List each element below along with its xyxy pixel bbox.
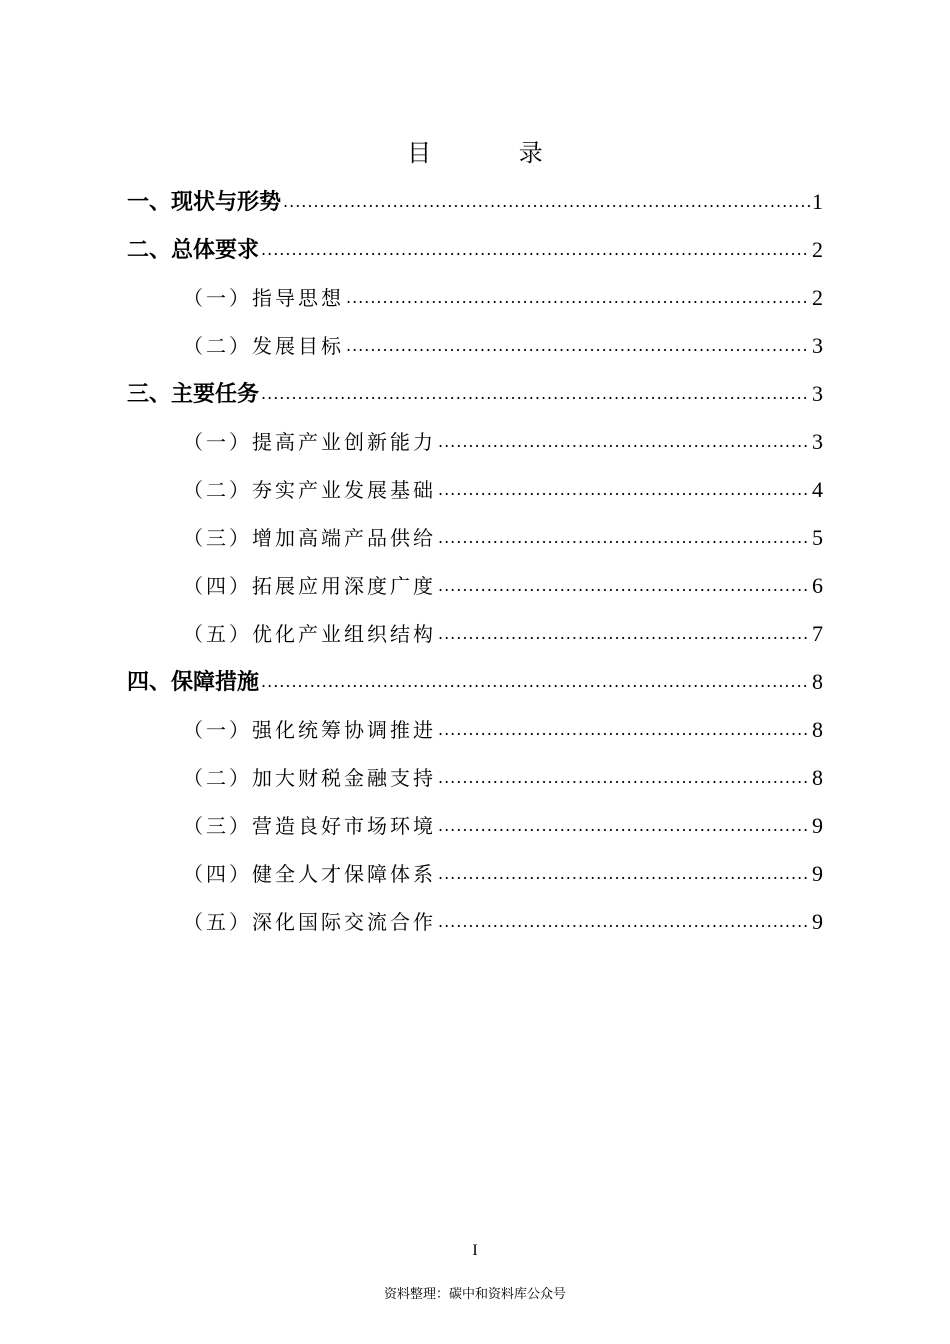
- toc-entry-page: 8: [812, 669, 823, 694]
- toc-entry[interactable]: [183, 850, 823, 898]
- toc-entry-page: 9: [812, 861, 823, 886]
- toc-entry-text: （四）健全人才保障体系: [183, 862, 436, 886]
- toc-leader-dots: [261, 370, 810, 418]
- toc-entry-text: 一、现状与形势: [127, 190, 282, 215]
- toc-entry-text: （一）强化统筹协调推进: [183, 718, 436, 742]
- toc-entry-page: 8: [812, 717, 823, 742]
- page-number: I: [472, 1242, 478, 1259]
- toc-entry-text: （一）提高产业创新能力: [183, 430, 436, 454]
- toc-entry[interactable]: [183, 706, 823, 754]
- toc-entry-page: 3: [812, 381, 823, 406]
- footer-note: 资料整理：碳中和资料库公众号: [383, 1287, 566, 1302]
- toc-entry-text: （四）拓展应用深度广度: [183, 574, 436, 598]
- toc-entry[interactable]: [127, 658, 823, 706]
- toc-entry-text: 四、保障措施: [127, 670, 260, 695]
- toc-leader-dots: [346, 322, 810, 370]
- toc-leader-dots: [283, 178, 810, 226]
- toc-entry-text: （二）发展目标: [183, 334, 344, 358]
- toc-entry[interactable]: [183, 898, 823, 946]
- toc-leader-dots: [438, 418, 810, 466]
- toc-leader-dots: [438, 850, 810, 898]
- toc-entry-text: （二）加大财税金融支持: [183, 766, 436, 790]
- toc-leader-dots: [438, 898, 810, 946]
- toc-entry-page: 3: [812, 429, 823, 454]
- toc-entry-page: 1: [812, 189, 823, 214]
- toc-entry-text: （五）优化产业组织结构: [183, 622, 436, 646]
- toc-entry-page: 7: [812, 621, 823, 646]
- toc-leader-dots: [438, 562, 810, 610]
- toc-entry-page: 8: [812, 765, 823, 790]
- toc-entry-page: 6: [812, 573, 823, 598]
- toc-entry[interactable]: [183, 466, 823, 514]
- toc-leader-dots: [438, 706, 810, 754]
- toc-entry[interactable]: [127, 226, 823, 274]
- toc-entry-text: （三）增加高端产品供给: [183, 526, 436, 550]
- toc-leader-dots: [261, 658, 810, 706]
- toc-leader-dots: [261, 226, 810, 274]
- toc-leader-dots: [438, 754, 810, 802]
- toc-entry[interactable]: [127, 370, 823, 418]
- toc-entry-page: 2: [812, 285, 823, 310]
- toc-leader-dots: [438, 610, 810, 658]
- toc-entry[interactable]: [183, 418, 823, 466]
- toc-entry[interactable]: [183, 562, 823, 610]
- toc-entry-page: 9: [812, 813, 823, 838]
- toc-entry[interactable]: [183, 514, 823, 562]
- toc-entry-text: 三、主要任务: [127, 382, 260, 407]
- toc-leader-dots: [438, 802, 810, 850]
- toc-entry-page: 3: [812, 333, 823, 358]
- toc-entry[interactable]: [183, 802, 823, 850]
- toc-entry-page: 5: [812, 525, 823, 550]
- toc-entry-page: 2: [812, 237, 823, 262]
- toc-entry[interactable]: [183, 322, 823, 370]
- toc-entry[interactable]: [183, 274, 823, 322]
- toc-leader-dots: [438, 514, 810, 562]
- toc-entry-text: （三）营造良好市场环境: [183, 814, 436, 838]
- toc-entry[interactable]: [127, 178, 823, 226]
- toc-leader-dots: [438, 466, 810, 514]
- page-title: 目 录: [407, 139, 583, 167]
- toc-entry-text: 二、总体要求: [127, 238, 260, 263]
- toc-entry[interactable]: [183, 610, 823, 658]
- toc-entry-page: 9: [812, 909, 823, 934]
- toc-entry-text: （二）夯实产业发展基础: [183, 478, 436, 502]
- toc-entry[interactable]: [183, 754, 823, 802]
- toc-leader-dots: [346, 274, 810, 322]
- toc-entry-text: （一）指导思想: [183, 286, 344, 310]
- toc-entry-text: （五）深化国际交流合作: [183, 910, 436, 934]
- toc-entry-page: 4: [812, 477, 823, 502]
